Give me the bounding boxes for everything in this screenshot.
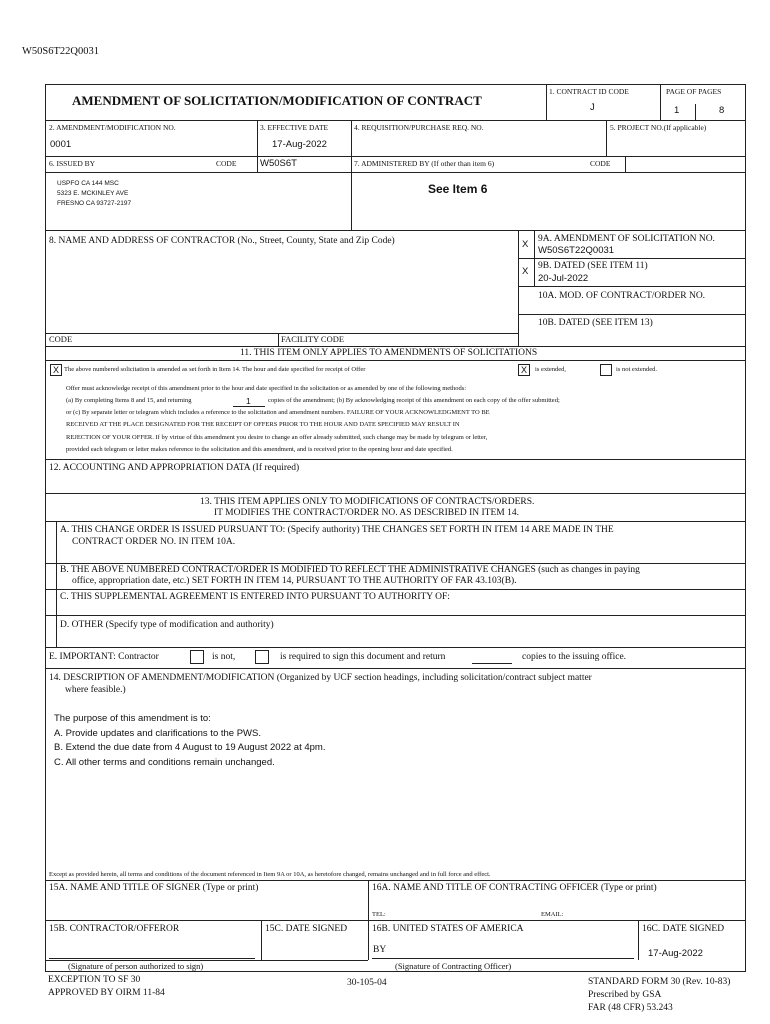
- document-id: W50S6T22Q0031: [22, 46, 99, 57]
- requisition-label: 4. REQUISITION/PURCHASE REQ. NO.: [354, 123, 484, 132]
- email-label: EMAIL:: [541, 911, 564, 918]
- copies-returned-value: 1: [246, 396, 251, 406]
- issued-by-label: 6. ISSUED BY: [49, 159, 96, 168]
- offer-instructions-line: or (c) By separate letter or telegram which includes a reference to the solicitation and amendment numbers. FAILURE OF YOUR ACKNOWLEDGMENT TO BE: [66, 409, 490, 416]
- issuer-address-line: FRESNO CA 93727-2197: [57, 200, 132, 207]
- contract-id-code-label: 1. CONTRACT ID CODE: [549, 87, 629, 96]
- facility-code-label: FACILITY CODE: [281, 334, 345, 344]
- officer-date-signed-value[interactable]: 17-Aug-2022: [648, 948, 703, 959]
- extended-checkbox[interactable]: X: [518, 364, 530, 376]
- item-13b-line1: B. THE ABOVE NUMBERED CONTRACT/ORDER IS MODIFIED TO REFLECT THE ADMINISTRATIVE CHANGES (such as changes in paying: [60, 565, 640, 575]
- contractor-signature-line[interactable]: [49, 958, 255, 959]
- description-line: A. Provide updates and clarifications to the PWS.: [54, 727, 261, 739]
- form-number-code: 30-105-04: [347, 978, 387, 988]
- amendment-no-label: 2. AMENDMENT/MODIFICATION NO.: [49, 123, 176, 132]
- item-9b-check-mark: X: [522, 266, 529, 277]
- offer-instructions-line: Offer must acknowledge receipt of this amendment prior to the hour and date specified in the solicitation or as amended by one of the following methods:: [66, 385, 467, 392]
- effective-date-label: 3. EFFECTIVE DATE: [260, 123, 329, 132]
- signature-person-caption: (Signature of person authorized to sign): [68, 961, 204, 971]
- approved-text: APPROVED BY OIRM 11-84: [48, 988, 165, 998]
- accounting-data-label: 12. ACCOUNTING AND APPROPRIATION DATA (If required): [49, 463, 300, 473]
- united-states-label: 16B. UNITED STATES OF AMERICA: [372, 924, 524, 934]
- offer-instructions-line: copies of the amendment; (b) By acknowledging receipt of this amendment on each copy of the offer submitted;: [268, 397, 560, 404]
- copies-to-label: copies to the issuing office.: [522, 652, 627, 662]
- officer-signature-line[interactable]: [372, 958, 634, 959]
- contractor-code-label: CODE: [49, 334, 73, 344]
- project-no-label: 5. PROJECT NO.(If applicable): [610, 123, 707, 132]
- is-not-label: is not,: [212, 652, 236, 662]
- item-11-header: 11. THIS ITEM ONLY APPLIES TO AMENDMENTS OF SOLICITATIONS: [240, 348, 538, 358]
- is-required-checkbox[interactable]: [255, 650, 269, 664]
- is-not-checkbox[interactable]: [190, 650, 204, 664]
- offer-instructions-line: RECEIVED AT THE PLACE DESIGNATED FOR THE RECEIPT OF OFFERS PRIOR TO THE HOUR AND DATE SPECIFIED MAY RESULT IN: [66, 421, 460, 428]
- issued-by-code-label: CODE: [216, 159, 237, 168]
- amended-checkbox[interactable]: X: [50, 364, 62, 376]
- standard-form-text: STANDARD FORM 30 (Rev. 10-83): [588, 977, 731, 987]
- description-line: The purpose of this amendment is to:: [54, 713, 211, 724]
- item-9a-label: 9A. AMENDMENT OF SOLICITATION NO.: [538, 234, 715, 244]
- item-9b-value: 20-Jul-2022: [538, 273, 589, 284]
- description-line: C. All other terms and conditions remain unchanged.: [54, 756, 275, 768]
- issuer-address-line: USPFO CA 144 MSC: [57, 180, 119, 187]
- issuer-address-line: 5323 E. MCKINLEY AVE: [57, 190, 129, 197]
- form-title: AMENDMENT OF SOLICITATION/MODIFICATION OF CONTRACT: [72, 93, 482, 108]
- item-13-header-line1: 13. THIS ITEM APPLIES ONLY TO MODIFICATIONS OF CONTRACTS/ORDERS.: [200, 497, 535, 507]
- description-line: B. Extend the due date from 4 August to 19 August 2022 at 4pm.: [54, 742, 326, 753]
- except-provided-text: Except as provided herein, all terms and conditions of the document referenced in Item 9A or 10A, as heretofore changed, remains unchanged and in full force and effect.: [49, 871, 491, 878]
- offer-instructions-line: (a) By completing Items 8 and 15, and returning: [66, 397, 192, 404]
- by-label: BY: [373, 945, 387, 955]
- copies-returned-underline: [233, 406, 265, 407]
- contractor-date-signed-label: 15C. DATE SIGNED: [265, 924, 348, 934]
- contractor-name-address-label: 8. NAME AND ADDRESS OF CONTRACTOR (No., Street, County, State and Zip Code): [49, 236, 395, 246]
- amended-text: The above numbered solicitation is amended as set forth in Item 14. The hour and date specified for receipt of Offer: [64, 366, 366, 373]
- is-not-extended-label: is not extended.: [616, 366, 657, 373]
- page-number: 1: [674, 105, 680, 116]
- item-14-label-line1: 14. DESCRIPTION OF AMENDMENT/MODIFICATION (Organized by UCF section headings, including solicitation/contract subject matter: [49, 673, 592, 683]
- tel-label: TEL:: [372, 911, 386, 918]
- effective-date-value: 17-Aug-2022: [272, 139, 327, 150]
- item-9a-value: W50S6T22Q0031: [538, 245, 615, 256]
- item-9a-check-mark: X: [522, 239, 529, 250]
- important-label: E. IMPORTANT: Contractor: [49, 652, 159, 662]
- not-extended-checkbox[interactable]: [600, 364, 612, 376]
- amendment-no-value: 0001: [50, 139, 72, 150]
- contractor-offeror-label: 15B. CONTRACTOR/OFFEROR: [49, 924, 180, 934]
- copies-underline: [472, 663, 512, 664]
- signature-officer-caption: (Signature of Contracting Officer): [395, 961, 512, 971]
- is-required-label: is required to sign this document and return: [280, 652, 446, 662]
- item-13-header-line2: IT MODIFIES THE CONTRACT/ORDER NO. AS DESCRIBED IN ITEM 14.: [214, 508, 519, 518]
- far-text: FAR (48 CFR) 53.243: [588, 1003, 673, 1013]
- item-13d-label: D. OTHER (Specify type of modification and authority): [60, 620, 274, 630]
- see-item-6-text: See Item 6: [428, 182, 488, 196]
- item-14-description: [54, 712, 325, 770]
- administered-by-label: 7. ADMINISTERED BY (If other than item 6): [354, 159, 495, 168]
- administered-by-code-label: CODE: [590, 159, 611, 168]
- item-13a-line2: CONTRACT ORDER NO. IN ITEM 10A.: [72, 537, 236, 547]
- contracting-officer-label: 16A. NAME AND TITLE OF CONTRACTING OFFICER (Type or print): [372, 883, 657, 893]
- page-of-pages-label: PAGE OF PAGES: [666, 87, 722, 96]
- prescribed-text: Prescribed by GSA: [588, 990, 662, 1000]
- offer-instructions-line: provided each telegram or letter makes reference to the solicitation and this amendment, and is received prior to the opening hour and date specified.: [66, 446, 453, 453]
- item-10b-label: 10B. DATED (SEE ITEM 13): [538, 318, 653, 328]
- item-9b-label: 9B. DATED (SEE ITEM 11): [538, 261, 648, 271]
- exception-text: EXCEPTION TO SF 30: [48, 975, 141, 985]
- item-13a-line1: A. THIS CHANGE ORDER IS ISSUED PURSUANT TO: (Specify authority) THE CHANGES SET FORTH IN ITEM 14 ARE MADE IN THE: [60, 525, 614, 535]
- signer-name-label: 15A. NAME AND TITLE OF SIGNER (Type or print): [49, 883, 259, 893]
- issued-by-code-value: W50S6T: [260, 158, 297, 169]
- item-13c-label: C. THIS SUPPLEMENTAL AGREEMENT IS ENTERED INTO PURSUANT TO AUTHORITY OF:: [60, 592, 450, 602]
- officer-date-signed-label: 16C. DATE SIGNED: [642, 924, 725, 934]
- item-14-label-line2: where feasible.): [65, 685, 126, 695]
- contract-id-code-value: J: [590, 102, 595, 113]
- issuer-address: [57, 179, 131, 209]
- item-10a-label: 10A. MOD. OF CONTRACT/ORDER NO.: [538, 291, 706, 301]
- item-13b-line2: office, appropriation date, etc.) SET FORTH IN ITEM 14, PURSUANT TO THE AUTHORITY OF FAR 43.103(B).: [72, 576, 517, 586]
- offer-instructions-line: REJECTION OF YOUR OFFER. If by virtue of this amendment you desire to change an offer already submitted, such change may be made by telegram or letter,: [66, 434, 488, 441]
- is-extended-label: is extended,: [535, 366, 567, 373]
- total-pages: 8: [719, 105, 725, 116]
